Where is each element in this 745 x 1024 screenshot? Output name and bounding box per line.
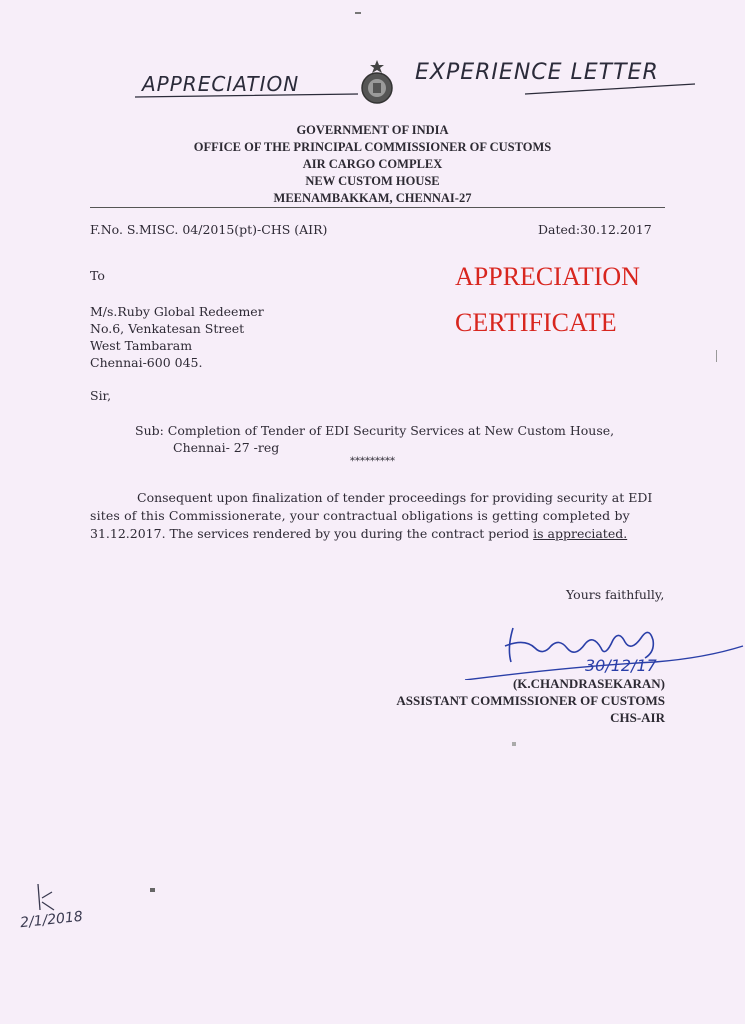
header-line-1: GOVERNMENT OF INDIA — [296, 123, 449, 137]
address-line-4: Chennai-600 045. — [90, 355, 203, 370]
handwritten-title-right: EXPERIENCE LETTER — [415, 60, 659, 85]
body-line-3 — [90, 526, 627, 541]
scan-speck — [355, 12, 361, 14]
body-line-1: Consequent upon finalization of tender proceedings for providing security at EDI — [137, 490, 653, 505]
letter-date: Dated:30.12.2017 — [538, 222, 652, 237]
header-line-2: OFFICE OF THE PRINCIPAL COMMISSIONER OF CUSTOMS — [193, 140, 552, 154]
certificate-title-line-1: APPRECIATION — [455, 262, 640, 291]
address-line-3: West Tambaram — [90, 338, 193, 353]
salutation: Sir, — [90, 388, 112, 403]
header-line-4: NEW CUSTOM HOUSE — [305, 174, 440, 188]
scan-speck — [150, 888, 155, 892]
scan-speck — [716, 350, 717, 362]
customs-emblem-icon — [355, 58, 399, 106]
subject-line-2: Chennai- 27 -reg — [173, 440, 280, 455]
subject-line-1: Sub: Completion of Tender of EDI Security Services at New Custom House, — [135, 423, 615, 438]
signatory-designation: ASSISTANT COMMISSIONER OF CUSTOMS — [396, 693, 665, 708]
address-line-1: M/s.Ruby Global Redeemer — [90, 304, 264, 319]
to-label: To — [90, 268, 105, 283]
subject-stars: ********* — [350, 456, 395, 467]
margin-date-note: 2/1/2018 — [19, 908, 84, 932]
closing: Yours faithfully, — [566, 587, 665, 602]
body-line-3-text: 31.12.2017. The services rendered by you during the contract period — [90, 526, 534, 541]
scan-speck — [512, 742, 516, 746]
body-line-2: sites of this Commissionerate, your contractual obligations is getting completed by — [90, 508, 630, 523]
appreciated-phrase: is appreciated. — [533, 526, 628, 541]
signature-date: 30/12/17 — [585, 656, 657, 675]
header-line-5: MEENAMBAKKAM, CHENNAI-27 — [273, 191, 472, 205]
signatory-office: CHS-AIR — [610, 710, 665, 725]
address-line-2: No.6, Venkatesan Street — [90, 321, 245, 336]
handwritten-underline — [130, 80, 700, 104]
file-number: F.No. S.MISC. 04/2015(pt)-CHS (AIR) — [90, 222, 328, 237]
header-divider — [90, 207, 665, 208]
handwritten-title-left: APPRECIATION — [142, 72, 300, 96]
signatory-name: (K.CHANDRASEKARAN) — [512, 676, 665, 691]
certificate-title-line-2: CERTIFICATE — [455, 308, 617, 337]
header-line-3: AIR CARGO COMPLEX — [302, 157, 443, 171]
